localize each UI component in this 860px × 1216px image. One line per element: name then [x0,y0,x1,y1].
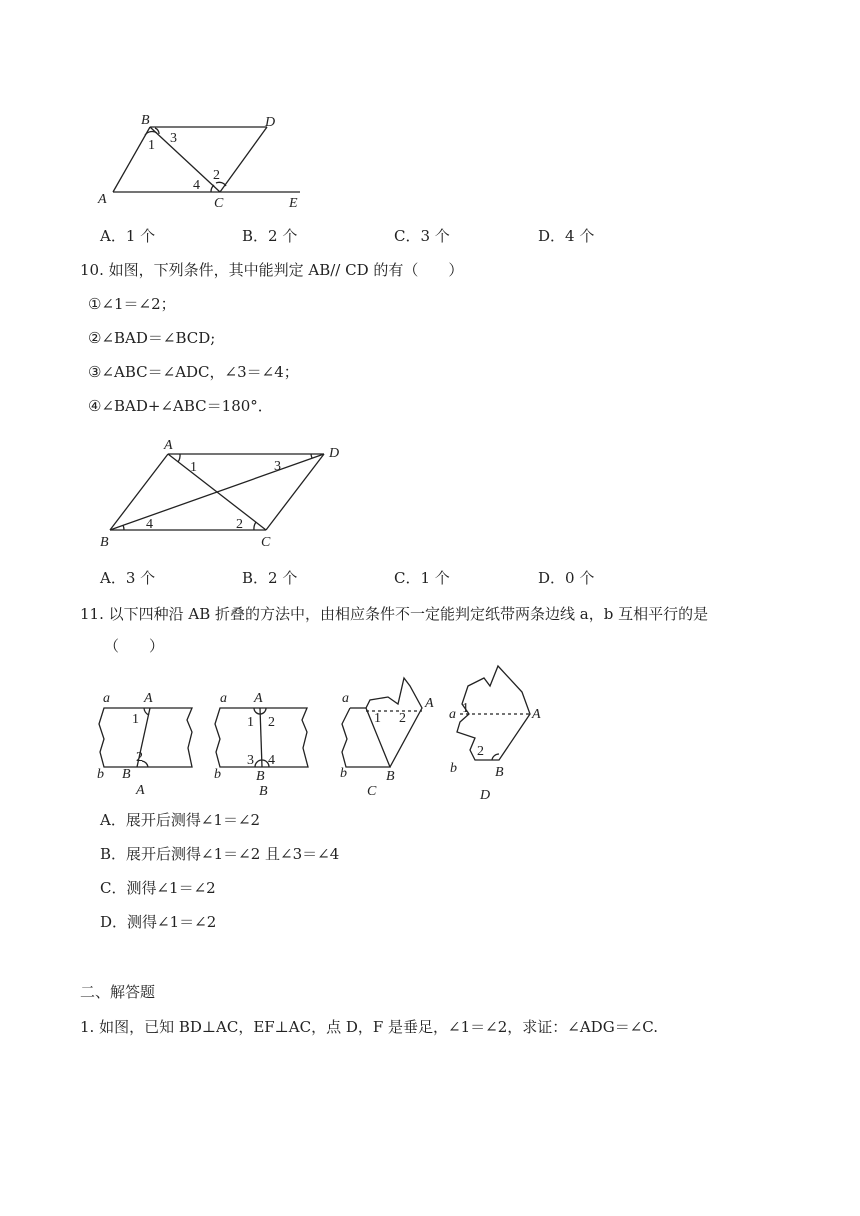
q9-label-a: A [98,192,107,207]
svg-text:b: b [340,766,347,781]
q11-option-d: D．测得∠1＝∠2 [100,913,217,931]
svg-text:A: A [254,691,263,706]
q9-label-b: B [141,113,150,128]
q11-figure [92,664,552,804]
q11-panel-c [342,678,422,767]
svg-text:2: 2 [136,750,143,765]
svg-text:b: b [97,767,104,782]
q10-label-c: C [261,535,271,550]
q11-option-b: B．展开后测得∠1＝∠2 且∠3＝∠4 [100,845,340,863]
q11-caption-b: B [259,784,268,799]
q10-option-b: B．2 个 [242,569,298,587]
q11-option-c: C．测得∠1＝∠2 [100,879,216,897]
q9-option-c: C．3 个 [394,227,450,245]
svg-text:2: 2 [268,715,275,730]
q10-angle-1: 1 [190,460,197,475]
svg-text:b: b [450,761,457,776]
section-heading: 二、解答题 [80,983,156,1001]
q10-angle-4: 4 [146,517,153,532]
svg-text:1: 1 [462,701,469,716]
q9-angle-3: 3 [170,131,177,146]
svg-text:1: 1 [374,711,381,726]
q10-option-a: A．3 个 [100,569,156,587]
svg-text:1: 1 [132,712,139,727]
svg-text:B: B [495,765,504,780]
q10-label-b: B [100,535,109,550]
q10-option-d: D．0 个 [538,569,595,587]
svg-text:4: 4 [268,753,275,768]
q9-label-d: D [265,115,276,130]
q9-option-d: D．4 个 [538,227,595,245]
q9-angle-4: 4 [193,178,200,193]
svg-text:B: B [386,769,395,784]
section2-q1: 1. 如图，已知 BD⊥AC，EF⊥AC，点 D，F 是垂足，∠1＝∠2，求证：∠ADG＝∠C. [80,1018,658,1036]
svg-text:A: A [425,696,434,711]
svg-text:3: 3 [247,753,254,768]
svg-text:a: a [449,707,456,722]
svg-text:B: B [122,767,131,782]
q11-caption-d: D [480,788,491,803]
svg-text:2: 2 [399,711,406,726]
q10-angle-3: 3 [274,459,281,474]
q10-label-d: D [329,446,340,461]
q9-angle-2: 2 [213,168,220,183]
q9-option-b: B．2 个 [242,227,298,245]
q11-stem-paren: （ ） [104,637,165,655]
q11-option-a: A．展开后测得∠1＝∠2 [100,811,261,829]
svg-text:A: A [532,707,541,722]
q9-label-e: E [289,196,298,211]
svg-text:b: b [214,767,221,782]
svg-text:A: A [144,691,153,706]
q11-panel-a [99,708,192,767]
q10-condition-2: ②∠BAD＝∠BCD; [88,329,216,347]
q11-panel-b [215,708,308,767]
svg-text:2: 2 [477,744,484,759]
svg-text:a: a [342,691,349,706]
svg-text:a: a [103,691,110,706]
svg-text:a: a [220,691,227,706]
q9-figure [95,112,315,212]
q10-angle-2: 2 [236,517,243,532]
q9-label-c: C [214,196,224,211]
q10-stem: 10. 如图，下列条件，其中能判定 AB// CD 的有（ ） [80,261,464,279]
q11-caption-a: A [136,783,145,798]
q10-option-c: C．1 个 [394,569,450,587]
q10-figure [96,436,356,554]
q10-condition-4: ④∠BAD+∠ABC＝180°． [88,397,273,415]
q11-stem: 11. 以下四种沿 AB 折叠的方法中，由相应条件不一定能判定纸带两条边线 a，b 互相平行的是 [80,605,709,623]
svg-text:B: B [256,769,265,784]
svg-text:1: 1 [247,715,254,730]
q11-caption-c: C [367,784,377,799]
q9-angle-1: 1 [148,138,155,153]
q10-condition-3: ③∠ABC＝∠ADC，∠3＝∠4； [88,363,299,381]
q10-condition-1: ①∠1＝∠2； [88,295,176,313]
q10-label-a: A [164,438,173,453]
q9-option-a: A．1 个 [100,227,156,245]
